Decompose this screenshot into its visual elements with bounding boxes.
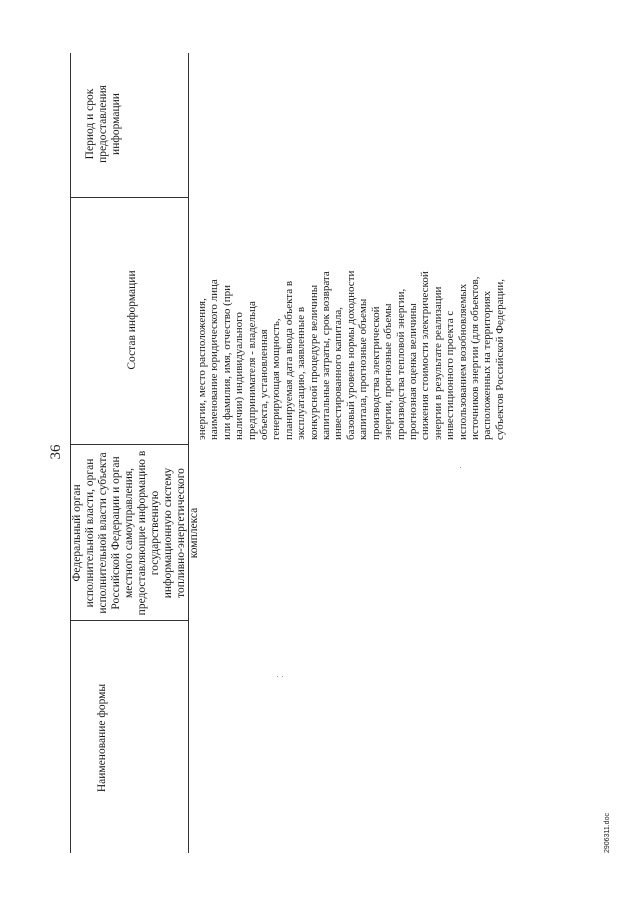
page-number: 36 <box>48 444 64 460</box>
header-content: Состав информации <box>126 270 138 370</box>
content-cell-text: энергии, место расположения, наименование юридического лица или фамилия, имя, отчество (при наличии) индивидуального предпринимателя - владельца объекта, установленная генерирующая мощность, планируемая дата ввода объекта в эксплуатацию, заявленные в конкурсной процедуре величины капитальные затраты, срок возврата инвестированного капитала, базовый уровень нормы доходности капитала, прогнозные объемы производства электрической энергии, прогнозные объемы производства тепловой энергии, прогнозная оценка величины снижения стоимости электрической энергии в результате реализации инвестиционного проекта с использованием возобновляемых источников энергии (для объектов, расположенных на территориях субъектов Российской Федерации, <box>196 270 506 440</box>
table-header-bottom-rule <box>188 53 189 853</box>
scan-speck <box>282 676 283 677</box>
header-period: Период и срок предоставления информации <box>84 85 122 163</box>
column-divider-3 <box>70 197 188 198</box>
scan-speck <box>277 676 278 677</box>
header-form-name: Наименование формы <box>96 683 108 793</box>
scan-speck <box>460 467 461 468</box>
header-provider: Федеральный орган исполнительной власти, орган исполнительной власти субъекта Российской Федерации и орган местного самоуправления, предоставляющие информацию в государственную информационную систему топливно-энергетического комплекса <box>71 450 200 616</box>
column-divider-1 <box>70 620 188 621</box>
column-divider-2 <box>70 444 188 445</box>
footer-filename: 2906311.doc <box>604 813 611 853</box>
